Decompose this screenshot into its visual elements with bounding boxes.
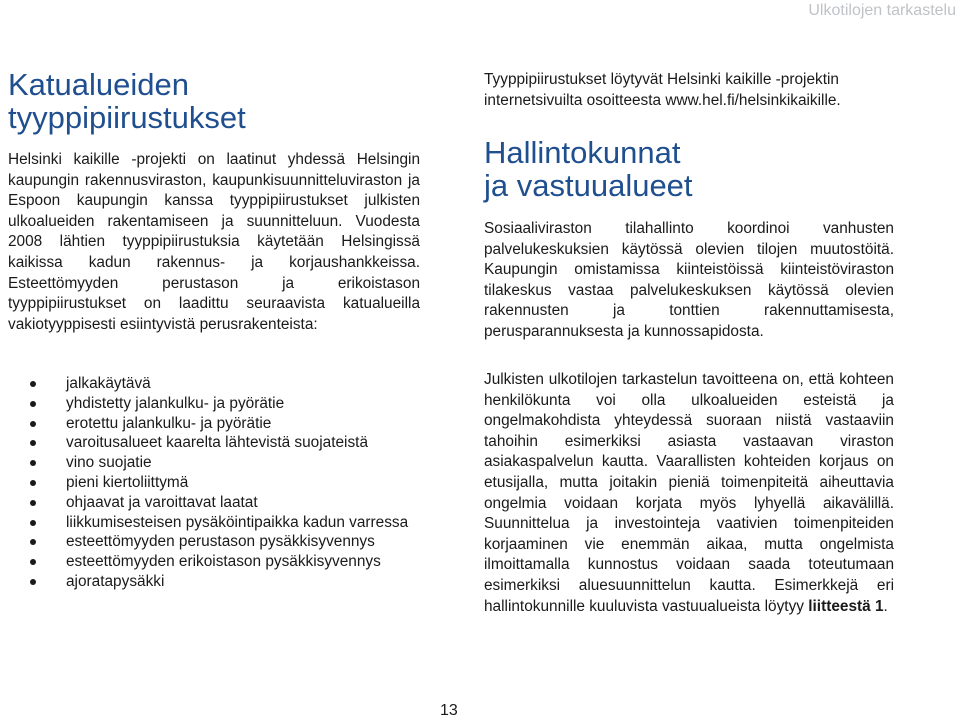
- responsibility-paragraph: Sosiaaliviraston tilahallinto koordinoi vanhusten palvelukeskuksien käytössä olevien tilojen muutostöitä. Kaupungin omistamissa kiinteistöissä kiinteistöviraston tilakeskus vastaa palvelukeskuksen käytössä olevien rakennusten ja tonttien rakennuttamisesta, perusparannuksesta ja kunnossapidosta.: [484, 220, 894, 340]
- main-title: [8, 68, 428, 134]
- appendix-reference: liitteestä 1: [808, 597, 884, 615]
- section-title: [484, 136, 904, 202]
- intro-paragraph: Tyyppipiirustukset löytyvät Helsinki kaikille -projektin internetsivuilta osoitteesta www.hel.fi/helsinkikaikille.: [484, 71, 841, 109]
- bullet-dot: [30, 500, 36, 506]
- section-title-line2: ja vastuualueet: [484, 168, 693, 203]
- left-paragraph: Helsinki kaikille -projekti on laatinut yhdessä Helsingin kaupungin rakennusviraston, kaupunkisuunnitteluviraston ja Espoon kaupungin kanssa tyyppipiirustukset julkisten ulkoalueiden rakentamiseen ja suunnitteluun. Vuodesta 2008 lähtien tyyppipiirustuksia käytetään Helsingissä kaikissa kadun rakennus- ja korjaushankkeissa. Esteettömyyden perustason ja erikoistason tyyppipiirustukset on laadittu seuraavista katualueilla vakiotyyppisesti esiintyvistä perusrakenteista:: [8, 151, 420, 333]
- list-item: liikkumisesteisen pysäköintipaikka kadun varressa: [30, 513, 410, 533]
- main-title-line2: tyyppipiirustukset: [8, 100, 246, 135]
- bullet-dot: [30, 401, 36, 407]
- goal-paragraph: Julkisten ulkotilojen tarkastelun tavoitteena on, että kohteen henkilökunta voi olla ulkoalueiden esteistä ja ongelmakohdista yhteydessä suoraan niistä vastaaviin tahoihin esimerkiksi asiasta vastaavan viraston asiakaspalvelun kautta. Vaarallisten kohteiden korjaus on etusijalla, mutta joitakin pieniä toimenpiteitä aiheuttavia ongelmia voidaan korjata myös lyhyellä aikavälillä. Suunnittelua ja investointeja vaativien toimenpiteiden korjaaminen vie enemmän aikaa, mutta ongelmista ilmoittamalla kunnostus voidaan saada toteutumaan esimerkiksi aluesuunnittelun kautta. Esimerkkejä eri hallintokunnille kuuluvista vastuualueista löytyy liitteestä 1.: [484, 371, 894, 615]
- list-item: yhdistetty jalankulku- ja pyörätie: [30, 394, 410, 414]
- list-item: esteettömyyden erikoistason pysäkkisyvennys: [30, 552, 410, 572]
- main-title-line1: Katualueiden: [8, 67, 189, 102]
- bullet-dot: [30, 381, 36, 387]
- list-item: ohjaavat ja varoittavat laatat: [30, 493, 410, 513]
- running-header: Ulkotilojen tarkastelu: [808, 2, 956, 19]
- bullet-dot: [30, 520, 36, 526]
- list-item: erotettu jalankulku- ja pyörätie: [30, 414, 410, 434]
- bullet-dot: [30, 440, 36, 446]
- list-item: vino suojatie: [30, 453, 410, 473]
- bullet-dot: [30, 421, 36, 427]
- bullet-list: [30, 374, 410, 592]
- section-title-line1: Hallintokunnat: [484, 135, 681, 170]
- list-item: esteettömyyden perustason pysäkkisyvennys: [30, 532, 410, 552]
- bullet-dot: [30, 480, 36, 486]
- list-item: varoitusalueet kaarelta lähtevistä suojateistä: [30, 433, 410, 453]
- bullet-dot: [30, 460, 36, 466]
- bullet-dot: [30, 539, 36, 545]
- list-item: ajoratapysäkki: [30, 572, 410, 592]
- bullet-dot: [30, 579, 36, 585]
- list-item: jalkakäytävä: [30, 374, 410, 394]
- page-number: 13: [440, 702, 458, 719]
- bullet-dot: [30, 559, 36, 565]
- list-item: pieni kiertoliittymä: [30, 473, 410, 493]
